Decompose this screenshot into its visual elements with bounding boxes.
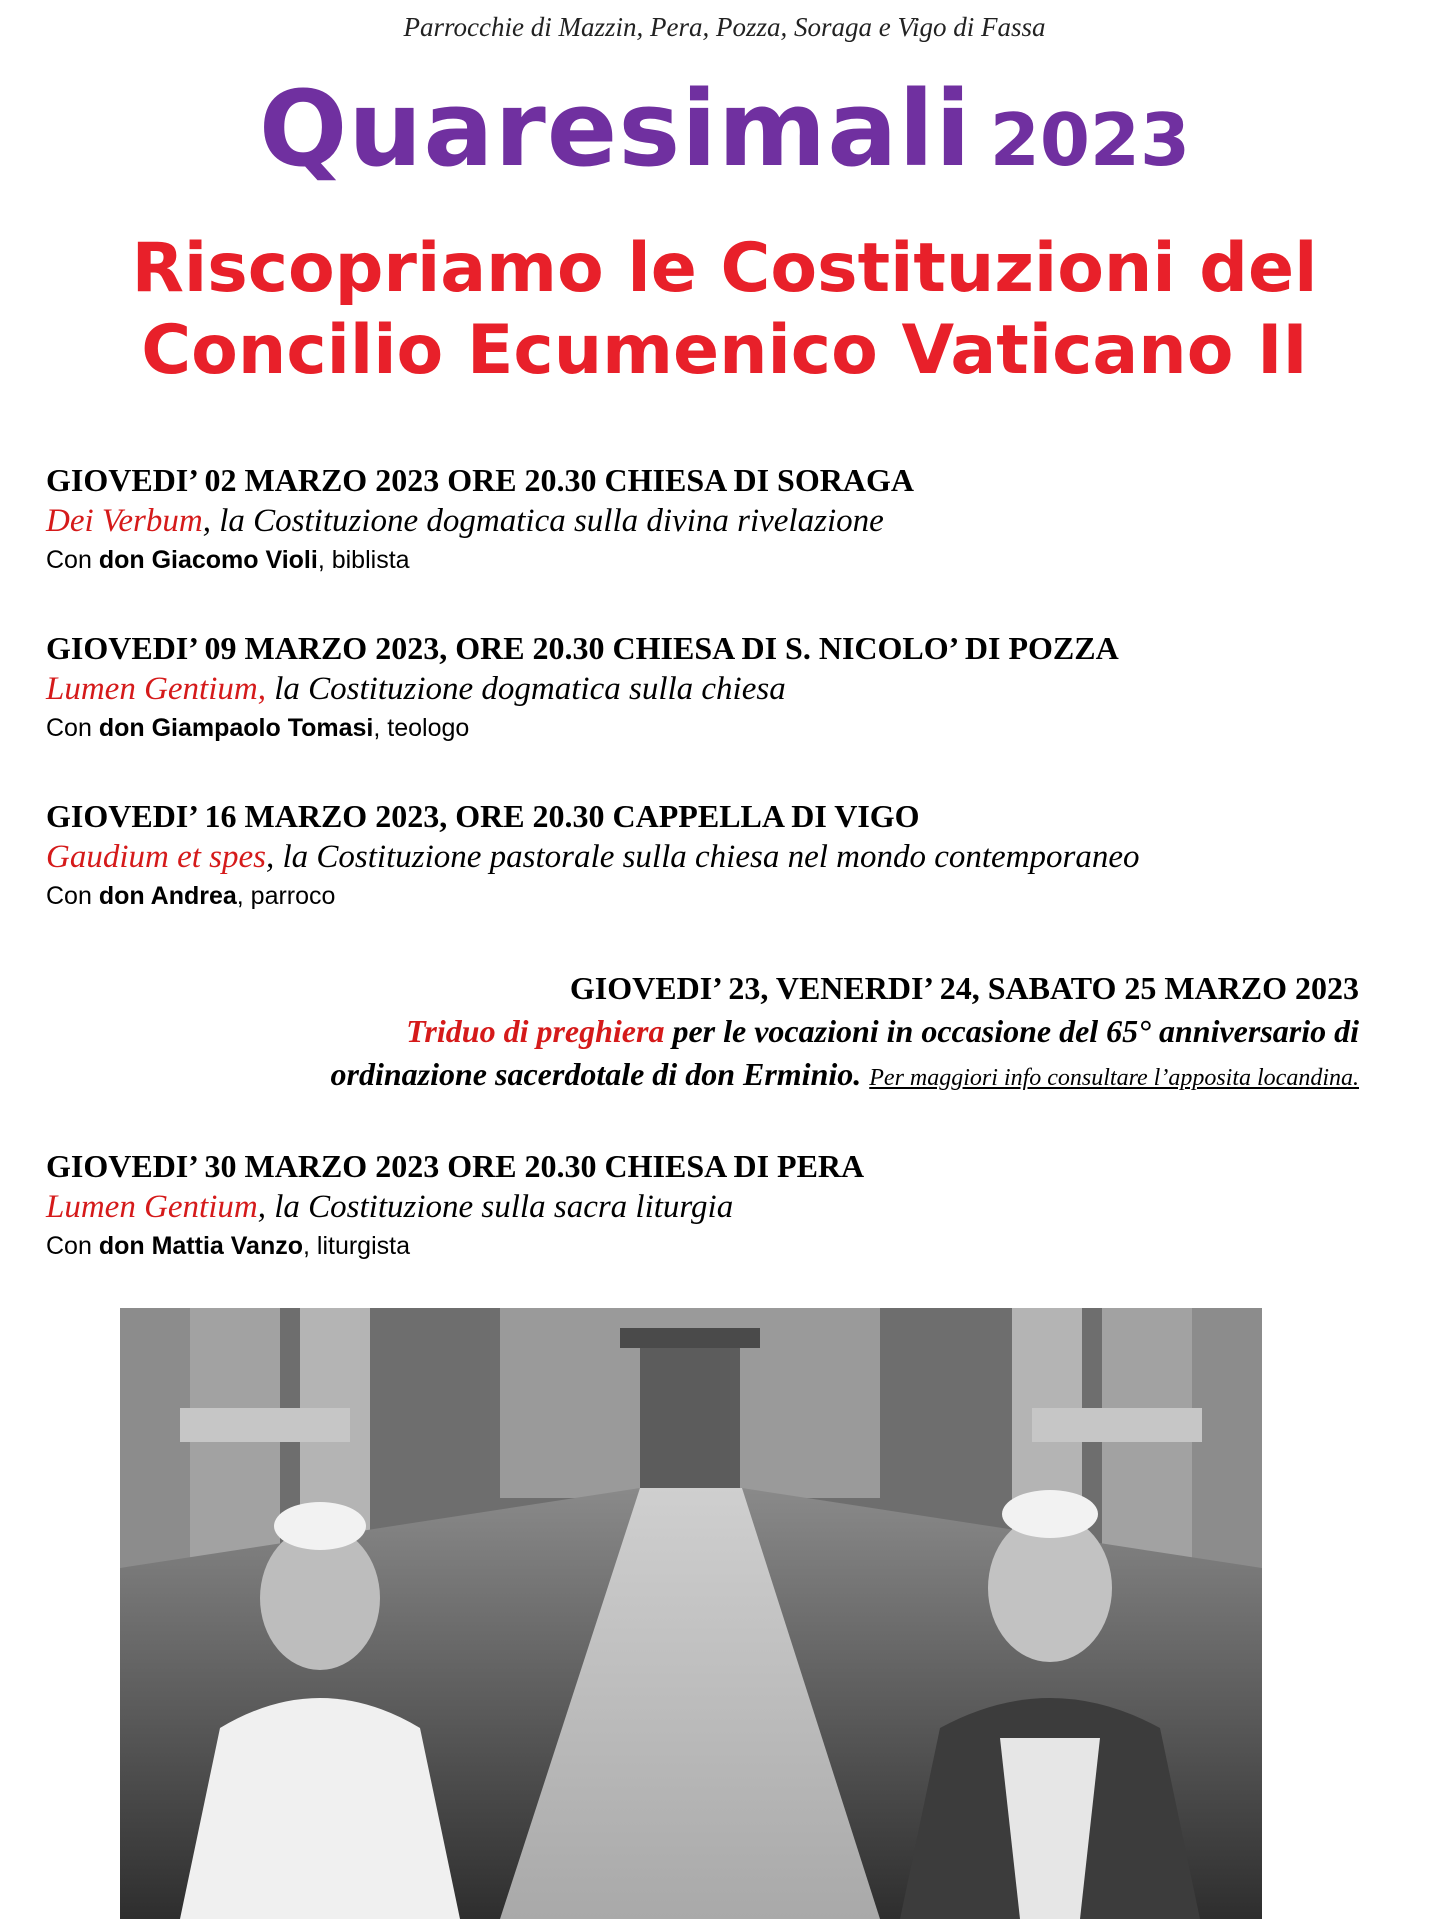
triduo-line-2-text: ordinazione sacerdotale di don Erminio. [330,1056,862,1092]
document-description: , la Costituzione pastorale sulla chiesa nel mondo contemporaneo [265,839,1140,875]
title-year: 2023 [989,98,1191,182]
subtitle-line-1: Riscopriamo le Costituzioni del [131,229,1318,308]
triduo-heading: GIOVEDI’ 23, VENERDI’ 24, SABATO 25 MARZO 2023 [569,970,1359,1006]
event-heading: GIOVEDI’ 09 MARZO 2023, ORE 20.30 CHIESA DI S. NICOLO’ DI POZZA [46,630,1119,666]
council-photo-illustration [120,1308,1262,1919]
speaker-role: , biblista [317,546,410,574]
speaker-name: don Andrea [98,882,237,910]
event-3 [46,798,1416,911]
triduo-line-1 [59,1013,1359,1050]
parishes-line: Parrocchie di Mazzin, Pera, Pozza, Soraga e Vigo di Fassa [403,12,1046,42]
document-name: Lumen Gentium [46,1189,258,1225]
document-name: Lumen Gentium, [46,671,266,707]
speaker-role: , teologo [373,714,470,742]
event-speaker [46,546,1416,575]
event-topic [46,839,1416,876]
speaker-prefix: Con [46,882,99,910]
event-speaker [46,1232,1416,1261]
speaker-role: , liturgista [303,1232,410,1260]
speaker-name: don Giampaolo Tomasi [98,714,374,742]
subtitle [0,228,1449,392]
event-4 [46,1148,1416,1261]
event-1 [46,462,1416,575]
speaker-name: don Giacomo Violi [98,546,318,574]
speaker-name: don Mattia Vanzo [98,1232,303,1260]
page-title [0,68,1449,190]
triduo-announcement [59,970,1359,1093]
event-topic [46,671,1416,708]
triduo-line-2 [59,1056,1359,1093]
speaker-role: , parroco [236,882,336,910]
event-speaker [46,714,1416,743]
event-speaker [46,882,1416,911]
council-photo [120,1308,1262,1919]
document-name: Gaudium et spes [46,839,266,875]
event-heading: GIOVEDI’ 30 MARZO 2023 ORE 20.30 CHIESA DI PERA [46,1148,865,1184]
speaker-prefix: Con [46,546,99,574]
event-heading: GIOVEDI’ 16 MARZO 2023, ORE 20.30 CAPPELLA DI VIGO [46,798,920,834]
subtitle-line-2: Concilio Ecumenico Vaticano II [141,311,1308,390]
event-topic [46,1189,1416,1226]
triduo-line-1-rest: per le vocazioni in occasione del 65° anniversario di [664,1013,1359,1049]
document-description: , la Costituzione sulla sacra liturgia [257,1189,734,1225]
event-2 [46,630,1416,743]
triduo-title: Triduo di preghiera [406,1013,665,1049]
event-heading: GIOVEDI’ 02 MARZO 2023 ORE 20.30 CHIESA DI SORAGA [46,462,914,498]
document-description: , la Costituzione dogmatica sulla divina rivelazione [202,503,884,539]
document-description: la Costituzione dogmatica sulla chiesa [265,671,786,707]
title-text: Quaresimali [258,68,972,190]
triduo-info-note: Per maggiori info consultare l’apposita locandina. [869,1065,1359,1091]
speaker-prefix: Con [46,1232,99,1260]
event-topic [46,503,1416,540]
document-name: Dei Verbum [46,503,203,539]
speaker-prefix: Con [46,714,99,742]
